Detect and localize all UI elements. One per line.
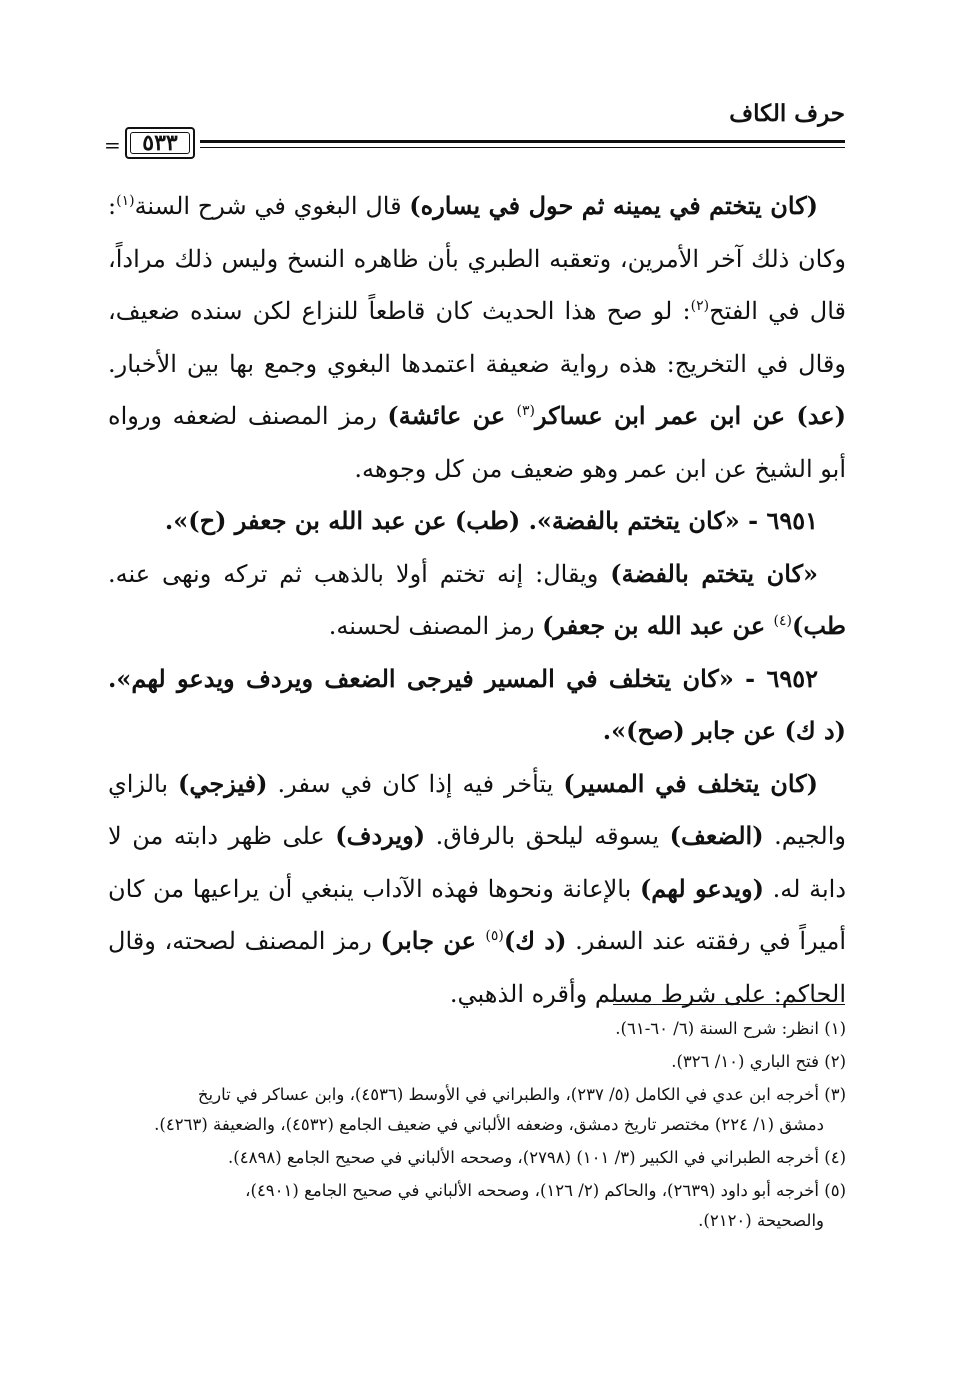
bold-phrase: (د ك) — [503, 926, 567, 955]
paragraph-1 — [108, 180, 846, 495]
text-run: بالزاي والجيم. — [108, 769, 846, 850]
bold-phrase: (كان يتخلف في المسير) — [563, 768, 819, 798]
footnote-separator — [613, 1004, 845, 1005]
text-run: يسوقه ليلحق بالرفاق. — [425, 822, 670, 850]
footnote-continuation: والصحيحة (٢١٢٠). — [698, 1211, 824, 1230]
footnote-ref: (٤) — [773, 613, 792, 629]
text-run: رمز المصنف لحسنه. — [328, 612, 543, 640]
page-number-marker: = — [104, 133, 121, 157]
footnote-text: (٤) أخرجه الطبراني في الكبير (٣/ ١٠١) (٢٧٩٨)، وصححه الألباني في صحيح الجامع (٤٨٩٨). — [228, 1148, 846, 1167]
bold-phrase: «كان يتختم بالفضة) — [610, 558, 819, 588]
hadith-entry-6951 — [108, 495, 846, 548]
paragraph-3 — [108, 548, 846, 653]
footnote-ref: (٢) — [690, 298, 710, 314]
footnote-text: (٣) أخرجه ابن عدي في الكامل (٥/ ٢٣٧)، والطبراني في الأوسط (٤٥٣٦)، وابن عساكر في تاريخ — [197, 1085, 846, 1104]
bold-phrase: طب) — [791, 611, 846, 640]
footnote-text: (٥) أخرجه أبو داود (٢٦٣٩)، والحاكم (٢/ ١٢٦)، وصححه الألباني في صحيح الجامع (٤٩٠١)، — [245, 1181, 846, 1200]
hadith-text: ٦٩٥٢ - «كان يتخلف في المسير فيرجى الضعف ويردف ويدعو لهم». (د ك) عن جابر (صح)». — [108, 663, 846, 745]
text-run: قال البغوي في شرح السنة — [134, 192, 410, 220]
bold-phrase: (الضعف) — [669, 821, 764, 850]
page-number-box — [125, 127, 195, 159]
text-run: بالإعانة ونحوها فهذه الآداب ينبغي أن يراعيها من كان أميراً في رفقته عند السفر. — [108, 874, 847, 955]
bold-phrase: عن جابر) — [380, 926, 486, 955]
text-run: على ظهر دابته من لا دابة له. — [108, 822, 847, 903]
text-run: ويقال: إنه تختم أولا بالذهب ثم تركه ونهى عنه. — [108, 559, 611, 588]
text-run: يتأخر فيه إذا كان في سفر. — [267, 769, 564, 798]
hadith-entry-6952 — [108, 653, 846, 758]
bold-phrase: (كان يتختم في يمينه ثم حول في يساره) — [409, 191, 818, 220]
footnote-2 — [108, 1047, 846, 1077]
footnote-ref: (١) — [116, 193, 135, 209]
bold-phrase: (ويردف) — [335, 821, 426, 850]
bold-phrase: (فيزجي) — [178, 768, 268, 798]
main-text — [108, 180, 846, 1020]
footnotes — [108, 1014, 846, 1239]
text-run: رمز المصنف لضعفه ورواه أبو الشيخ عن ابن عمر وهو ضعيف من كل وجوهه. — [108, 402, 846, 483]
footnote-ref: (٥) — [485, 928, 504, 944]
footnote-ref: (٣) — [516, 403, 535, 419]
bold-phrase: عن عائشة) — [387, 401, 517, 430]
footnote-continuation: دمشق (١/ ٢٢٤) مختصر تاريخ دمشق، وضعفه الألباني في ضعيف الجامع (٤٥٣٢)، والضعيفة (٤٢٦٣). — [154, 1115, 824, 1134]
bold-phrase: عن عبد الله بن جعفر) — [542, 611, 774, 640]
page-number: ٥٣٣ — [142, 130, 178, 156]
footnote-5 — [108, 1176, 846, 1236]
bold-phrase: (ويدعو لهم) — [639, 873, 764, 903]
running-title: حرف الكاف — [729, 100, 845, 127]
footnote-4 — [108, 1143, 846, 1173]
text-run: : لو صح هذا الحديث كان قاطعاً للنزاع لكن سنده ضعيف، وقال في التخريج: هذه رواية ضعيفة اعتمدها البغوي وجمع بها بين الأخبار. — [108, 297, 846, 378]
bold-phrase: (عد) عن ابن عمر ابن عساكر — [534, 401, 846, 430]
header-rule — [200, 140, 845, 143]
footnote-text: (٢) فتح الباري (١٠/ ٣٢٦). — [671, 1052, 846, 1071]
header-rule-thin — [200, 147, 845, 148]
text-run: رمز المصنف لصحته، وقال الحاكم: على شرط مسلم وأقره الذهبي. — [108, 927, 846, 1008]
hadith-text: ٦٩٥١ - «كان يتختم بالفضة». (طب) عن عبد الله بن جعفر (ح)». — [164, 506, 818, 535]
footnote-1 — [108, 1014, 846, 1044]
text-run: : وكان ذلك آخر الأمرين، وتعقبه الطبري بأن ظاهره النسخ وليس ذلك مراداً، قال في الفتح — [108, 192, 847, 325]
footnote-3 — [108, 1080, 846, 1140]
paragraph-5 — [108, 758, 846, 1021]
footnote-text: (١) انظر: شرح السنة (٦/ ٦٠-٦١). — [615, 1019, 846, 1038]
